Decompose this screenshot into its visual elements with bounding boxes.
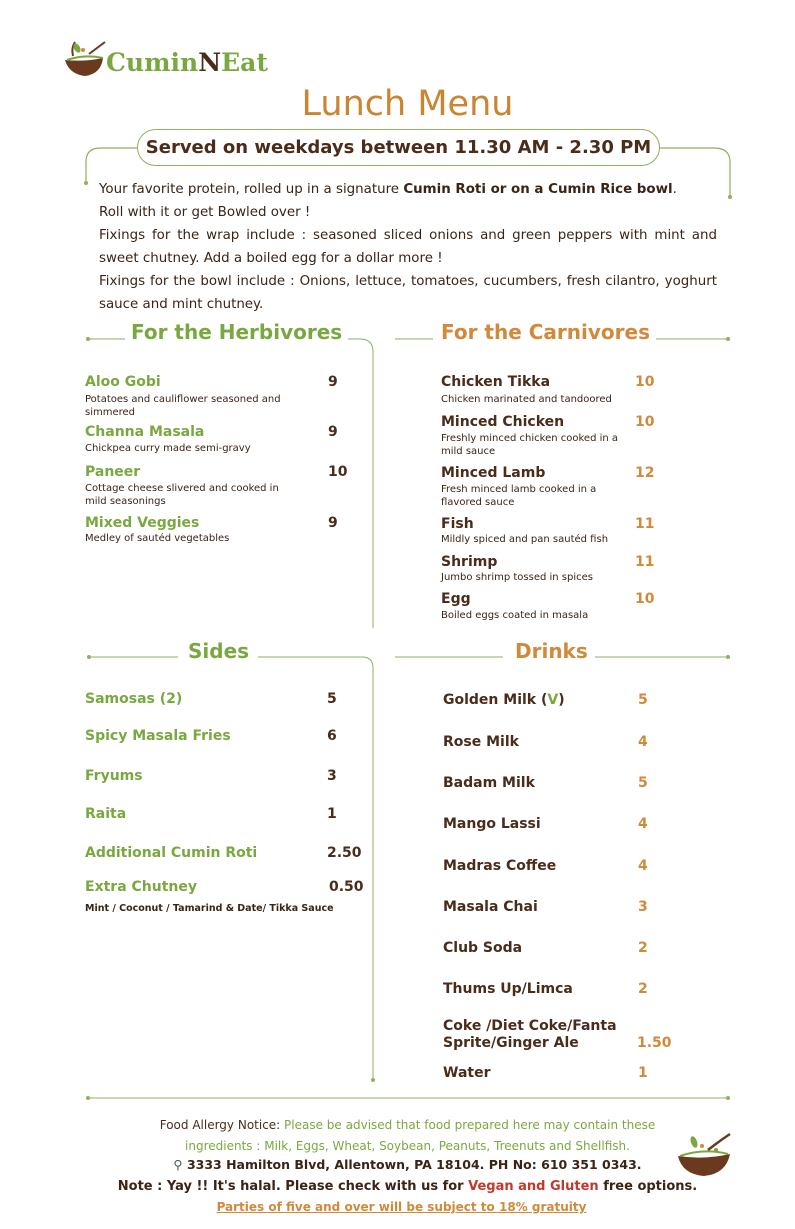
side-item-name: Spicy Masala Fries xyxy=(85,728,231,744)
menu-item-price: 9 xyxy=(328,515,338,531)
side-item-price: 6 xyxy=(327,728,337,744)
menu-item-price: 9 xyxy=(328,424,338,440)
brand-logo-text: CuminNEat xyxy=(106,48,268,77)
side-item-price: 0.50 xyxy=(329,879,364,895)
side-item-price: 1 xyxy=(327,806,337,822)
drink-item-name: Rose Milk xyxy=(443,734,519,750)
drink-item-price: 4 xyxy=(638,816,648,832)
drink-item-name: Sprite/Ginger Ale xyxy=(443,1035,579,1051)
menu-item-name: Aloo Gobi xyxy=(85,374,161,390)
menu-item-desc: Cottage cheese slivered and cooked in mild seasonings xyxy=(85,483,279,507)
menu-item-price: 11 xyxy=(635,554,655,570)
drink-item-price: 4 xyxy=(638,734,648,750)
menu-item-price: 10 xyxy=(328,464,348,480)
menu-item-desc: Medley of sautéd vegetables xyxy=(85,533,230,544)
side-item-price: 3 xyxy=(327,768,337,784)
drink-item-price: 1 xyxy=(638,1065,648,1081)
menu-item-desc: Mildly spiced and pan sautéd fish xyxy=(441,534,609,545)
menu-item-desc: Boiled eggs coated in masala xyxy=(441,610,589,621)
menu-item-name: Fish xyxy=(441,516,474,532)
logo-bowl-icon xyxy=(63,40,107,80)
side-item-price: 5 xyxy=(327,691,337,707)
section-title-herbivores: For the Herbivores xyxy=(125,320,348,344)
section-title-sides: Sides xyxy=(182,639,255,663)
side-item-name: Extra Chutney xyxy=(85,879,197,895)
menu-item-desc: Freshly minced chicken cooked in a mild sauce xyxy=(441,433,619,457)
menu-item-name: Minced Lamb xyxy=(441,465,546,481)
drink-item-name: Badam Milk xyxy=(443,775,535,791)
drink-item-price: 1.50 xyxy=(637,1035,672,1051)
menu-item-desc: Chickpea curry made semi-gravy xyxy=(85,443,251,454)
menu-item-price: 12 xyxy=(635,465,655,481)
menu-item-price: 11 xyxy=(635,516,655,532)
drink-item-name: Golden Milk (V) xyxy=(443,692,565,708)
drink-item-price: 4 xyxy=(638,858,648,874)
chutney-options: Mint / Coconut / Tamarind & Date/ Tikka Sauce xyxy=(85,903,334,914)
menu-item-price: 10 xyxy=(635,374,655,390)
side-item-name: Fryums xyxy=(85,768,143,784)
menu-item-desc: Fresh minced lamb cooked in a flavored sauce xyxy=(441,484,597,508)
menu-item-name: Minced Chicken xyxy=(441,414,565,430)
drink-item-name: Coke /Diet Coke/Fanta xyxy=(443,1018,617,1034)
menu-item-name: Channa Masala xyxy=(85,424,205,440)
serving-hours-banner: Served on weekdays between 11.30 AM - 2.30 PM xyxy=(137,129,660,166)
drink-item-price: 2 xyxy=(638,981,648,997)
menu-item-desc: Chicken marinated and tandoored xyxy=(441,394,612,405)
section-title-drinks: Drinks xyxy=(509,639,594,663)
halal-note: Note : Yay !! It's halal. Please check with us for Vegan and Gluten free options. xyxy=(117,1179,698,1194)
side-item-name: Samosas (2) xyxy=(85,691,183,707)
allergy-notice: Food Allergy Notice: Please be advised that food prepared here may contain these ingredients : Milk, Eggs, Wheat, Soybean, Peanuts, Treenuts and Shellfish. xyxy=(159,1118,656,1153)
bowl-icon xyxy=(676,1132,732,1178)
menu-item-name: Egg xyxy=(441,591,471,607)
location-pin-icon: ⚲ xyxy=(173,1157,183,1172)
drink-item-name: Thums Up/Limca xyxy=(443,981,573,997)
menu-item-desc: Jumbo shrimp tossed in spices xyxy=(441,572,594,583)
menu-item-name: Mixed Veggies xyxy=(85,515,200,531)
drink-item-name: Madras Coffee xyxy=(443,858,557,874)
menu-item-name: Chicken Tikka xyxy=(441,374,551,390)
page-title: Lunch Menu xyxy=(301,84,514,124)
intro-text: Your favorite protein, rolled up in a signature Cumin Roti or on a Cumin Rice bowl. Roll with it or get Bowled over ! Fixings for the wrap include : seasoned sliced onions and green peppers with mint and sweet chutney. Add a boiled egg for a dollar more ! Fixings for the bowl include : Onions, lettuce, tomatoes, cucumbers, fresh cilantro, yoghurt sauce and mint chutney. xyxy=(99,182,717,312)
address: ⚲ 3333 Hamilton Blvd, Allentown, PA 18104. PH No: 610 351 0343. xyxy=(173,1157,642,1172)
side-item-name: Raita xyxy=(85,806,127,822)
menu-item-desc: Potatoes and cauliflower seasoned and simmered xyxy=(85,394,281,418)
drink-item-price: 2 xyxy=(638,940,648,956)
menu-item-price: 9 xyxy=(328,374,338,390)
side-item-price: 2.50 xyxy=(327,845,362,861)
drink-item-name: Masala Chai xyxy=(443,899,538,915)
drink-item-name: Mango Lassi xyxy=(443,816,541,832)
side-item-name: Additional Cumin Roti xyxy=(85,845,258,861)
menu-item-price: 10 xyxy=(635,414,655,430)
menu-item-name: Paneer xyxy=(85,464,141,480)
drink-item-price: 5 xyxy=(638,692,648,708)
drink-item-price: 3 xyxy=(638,899,648,915)
section-title-carnivores: For the Carnivores xyxy=(435,320,656,344)
menu-item-price: 10 xyxy=(635,591,655,607)
drink-item-price: 5 xyxy=(638,775,648,791)
gratuity-note: Parties of five and over will be subject to 18% gratuity xyxy=(216,1200,587,1214)
menu-item-name: Shrimp xyxy=(441,554,498,570)
drink-item-name: Water xyxy=(443,1065,491,1081)
drink-item-name: Club Soda xyxy=(443,940,523,956)
